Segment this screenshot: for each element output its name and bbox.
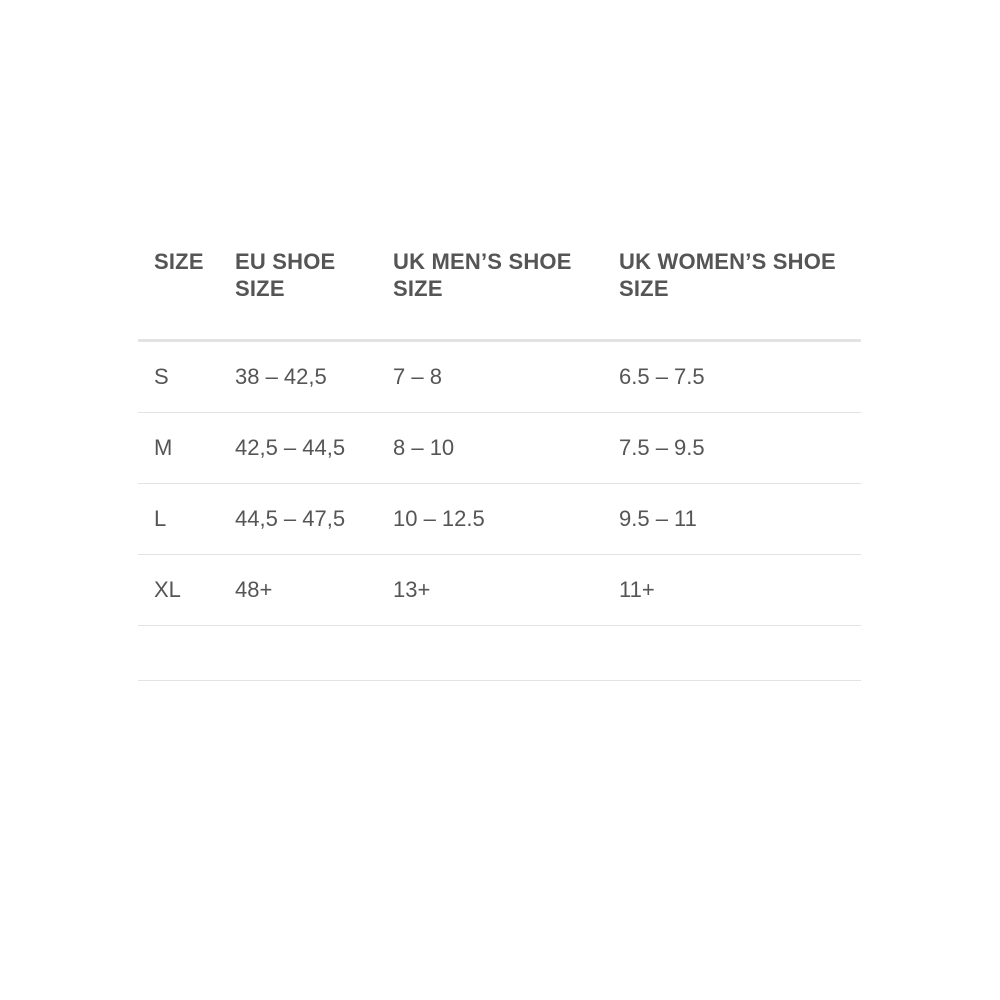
header-uk-mens-line-1: UK MEN’S SHOE bbox=[393, 249, 572, 274]
uk-womens-size-cell: 7.5 – 9.5 bbox=[619, 435, 705, 460]
table-row-empty bbox=[138, 626, 861, 681]
uk-mens-size-cell: 13+ bbox=[393, 577, 431, 602]
header-eu-line-1: EU SHOE bbox=[235, 249, 336, 274]
table-row bbox=[138, 555, 861, 626]
table-row bbox=[138, 484, 861, 555]
table-header-row bbox=[138, 244, 861, 342]
eu-size-cell: 44,5 – 47,5 bbox=[235, 506, 346, 531]
size-chart-table bbox=[138, 244, 861, 681]
header-uk-mens-shoe-size bbox=[393, 248, 593, 302]
size-cell: M bbox=[154, 435, 173, 460]
size-cell: L bbox=[154, 506, 167, 531]
size-cell: S bbox=[154, 364, 169, 389]
header-uk-womens-shoe-size bbox=[619, 248, 849, 302]
uk-mens-size-cell: 10 – 12.5 bbox=[393, 506, 485, 531]
header-uk-womens-line-1: UK WOMEN’S SHOE bbox=[619, 249, 836, 274]
header-eu-shoe-size bbox=[235, 248, 365, 302]
eu-size-cell: 48+ bbox=[235, 577, 273, 602]
header-uk-womens-line-2: SIZE bbox=[619, 276, 669, 301]
header-eu-line-2: SIZE bbox=[235, 276, 285, 301]
uk-mens-size-cell: 8 – 10 bbox=[393, 435, 455, 460]
table-row bbox=[138, 342, 861, 413]
header-size bbox=[154, 248, 224, 275]
uk-womens-size-cell: 11+ bbox=[619, 577, 655, 602]
size-cell: XL bbox=[154, 577, 181, 602]
eu-size-cell: 38 – 42,5 bbox=[235, 364, 327, 389]
uk-mens-size-cell: 7 – 8 bbox=[393, 364, 442, 389]
uk-womens-size-cell: 9.5 – 11 bbox=[619, 506, 697, 531]
eu-size-cell: 42,5 – 44,5 bbox=[235, 435, 346, 460]
uk-womens-size-cell: 6.5 – 7.5 bbox=[619, 364, 705, 389]
header-uk-mens-line-2: SIZE bbox=[393, 276, 443, 301]
header-size-line-1: SIZE bbox=[154, 249, 204, 274]
table-row bbox=[138, 413, 861, 484]
